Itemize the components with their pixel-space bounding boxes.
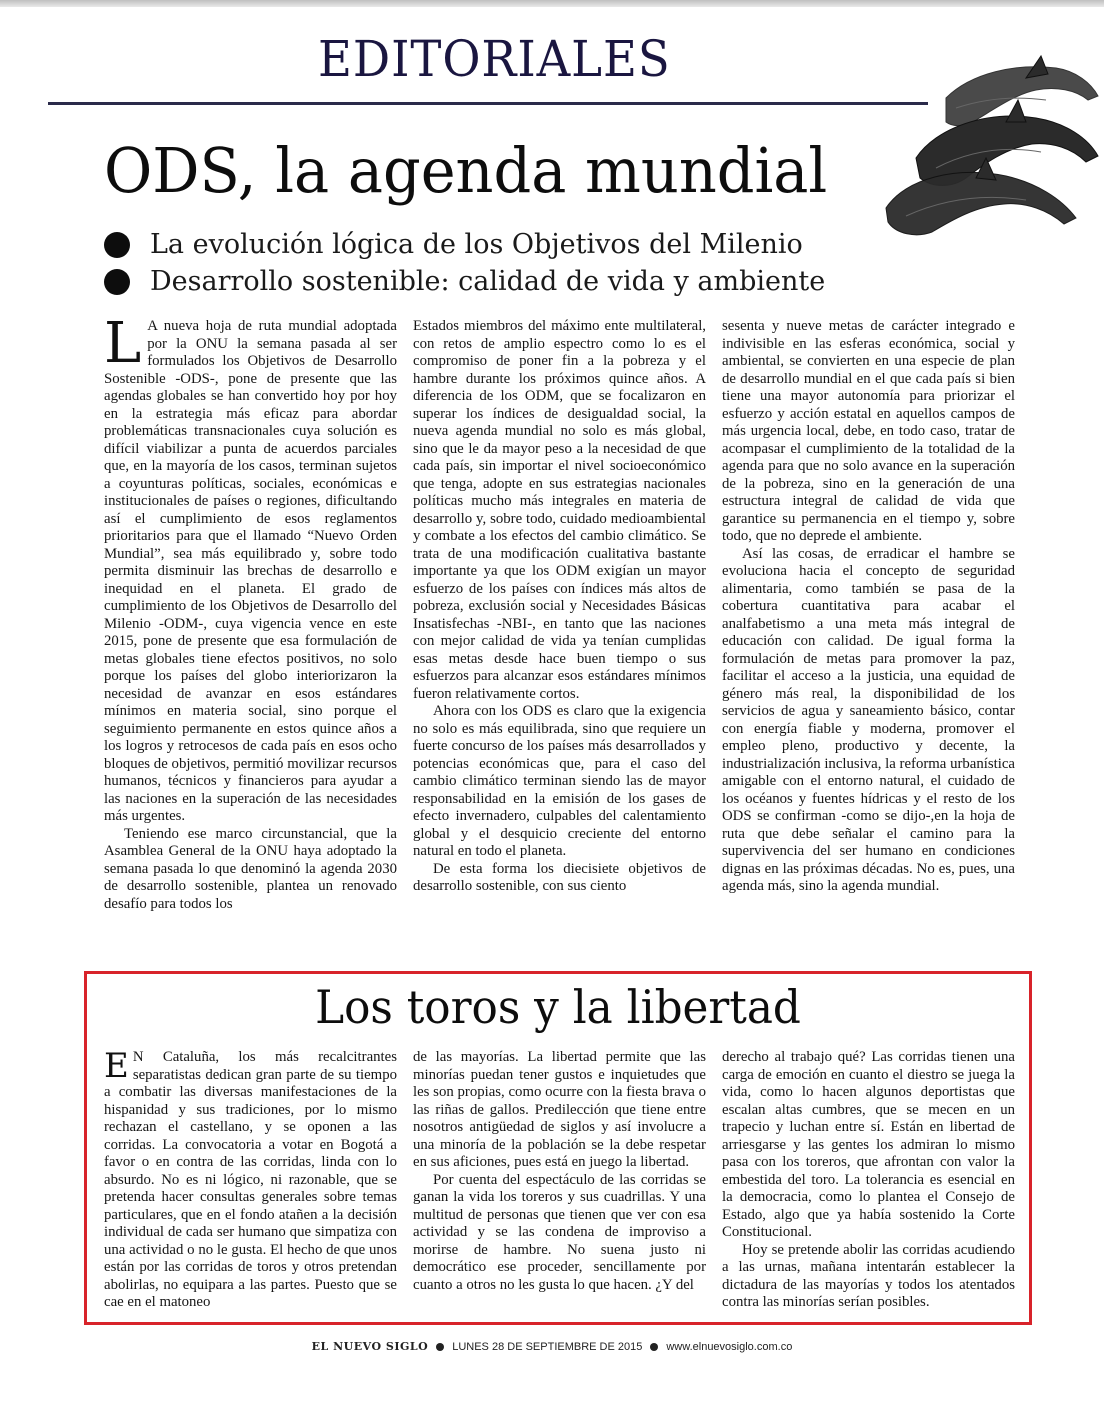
editorial-headline: ODS, la agenda mundial: [104, 134, 828, 207]
subhead-text: La evolución lógica de los Objetivos del Milenio: [150, 229, 803, 260]
editorial-column-1: [104, 318, 397, 958]
drop-cap: L: [104, 318, 142, 376]
dot-icon: [650, 1343, 658, 1351]
second-editorial-headline: Los toros y la libertad: [315, 980, 801, 1034]
masthead: EL NUEVO SIGLO: [311, 1340, 429, 1353]
second-editorial-column-1: [104, 1049, 397, 1319]
paragraph: N Cataluña, los más recalcitrantes separatistas dedican gran parte de su tiempo a combatir las diversas manifestaciones de la hispanidad y sus tradiciones, por lo mismo rechazan el castellano, y se oponen a las corridas. La convocatoria a votar en Bogotá a favor o en contra de las corridas, linda con lo absurdo. No es ni lógico, ni razonable, que se pretenda hacer consultas generales sobre temas particulares, que en el fondo atañen a la decisión individual de cada ser humano que simpatiza con una actividad o no le gusta. El hecho de que unos están por las corridas de toros y otros pretendan abolirlas, no equipara a las partes. Puesto que se cae en el matoneo: [104, 1049, 397, 1310]
paragraph: De esta forma los diecisiete objetivos de desarrollo sostenible, con sus ciento: [413, 860, 706, 894]
footer-date: LUNES 28 DE SEPTIEMBRE DE 2015: [452, 1340, 643, 1353]
paragraph: Estados miembros del máximo ente multilateral, con retos de amplio espectro como lo es el compromiso de poner fin a la pobreza y el hambre durante los próximos quince años. A diferencia de los ODM, que se focalizaron en superar los índices de desigualdad social, la nueva agenda mundial no solo es más global, sino que le da mayor peso a la necesidad de que cada país, sin importar el nivel socioeconómico que tenga, adopte en sus estrategias nacionales políticas mucho más integrales en materia de desarrollo y, sobre todo, cuidado medioambiental y combate a los efectos del cambio climático. Se trata de una modificación cualitativa bastante importante ya que los ODM exigían un mayor esfuerzo de los países con índices más altos de pobreza, exclusión social y Necesidades Básicas Insatisfechas -NBI-, en tanto que las naciones con mejor calidad de vida ya tenían cumplidas esas metas desde hace buen tiempo o sus esfuerzos para alcanzar esos estándares mínimos fueron relativamente cortos.: [413, 318, 706, 702]
paragraph: derecho al trabajo qué? Las corridas tienen una carga de emoción en cuanto el diestro se juega la vida, como lo hacen algunos deportistas que escalan altas cumbres, que se mecen en un trapecio y luchan entre sí. Están en libertad de arriesgarse y las gentes los admiran lo mismo pasa con los toreros, que afrontan con valor la embestida del toro. La tolerancia es esencial en la democracia, como lo plantea el Consejo de Estado, algo que ya había sostenido la Corte Constitucional.: [722, 1049, 1015, 1240]
editorial-column-3: [722, 318, 1015, 958]
paragraph: Teniendo ese marco circunstancial, que la Asamblea General de la ONU haya adoptado la semana pasada lo que denominó la agenda 2030 de desarrollo sostenible, plantea un renovado desafío para todos los: [104, 825, 397, 912]
paragraph: Por cuenta del espectáculo de las corridas se ganan la vida los toreros y sus cuadrillas. Y una multitud de personas que tienen que ver con esa actividad y se las condena de improviso a morirse de hambre. No suena justo ni democrático ese proceder, sencillamente por cuanto a otros no les gusta lo que hacen. ¿Y del: [413, 1171, 706, 1293]
page-footer: [0, 1340, 1104, 1353]
paragraph: sesenta y nueve metas de carácter integrado e indivisible en las esferas económica, social y ambiental, se convierten en una especie de plan de desarrollo mundial en el que cada país si bien tiene una mayor autonomía para priorizar el esfuerzo y acción estatal en aquellos campos de más urgencia local, debe, en todo caso, tratar de acompasar el cumplimiento de la totalidad de la agenda para que no solo avance en la superación de la pobreza, sino en la generación de una estructura integral de calidad de vida que garantice su permanencia en el tiempo y, sobre todo, que no deprede el ambiente.: [722, 318, 1015, 544]
bullet-icon: [104, 269, 130, 295]
bullet-icon: [104, 232, 130, 258]
paragraph: Así las cosas, de erradicar el hambre se evoluciona hacia el concepto de seguridad alimentaria, como también se pasa de la cobertura cuantitativa para acabar el analfabetismo a una meta más integral de educación con calidad. De igual forma la formulación de metas para promover la paz, facilitar el acceso a la justicia, una equidad de género más real, la disponibilidad de los servicios de agua y saneamiento básico, contar con energía fiable y moderna, promover el empleo pleno, productivo y decente, la industrialización inclusiva, la reforma urbanística amigable con el entorno natural, el cuidado de los océanos y fuentes hídricas y el resto de los ODS se confirman -como se dijo-,en la hoja de ruta que debe señalar el camino para la supervivencia del ser humano en condiciones dignas en las próximas décadas. No es, pues, una agenda más, sino la agenda mundial.: [722, 545, 1015, 894]
paragraph: Ahora con los ODS es claro que la exigencia no solo es más equilibrada, sino que requiere un fuerte concurso de los países más desarrollados y potencias económicas que, para el caso del cambio climático terminan siendo las de mayor responsabilidad en la emisión de los gases de efecto invernadero, culpables del calentamiento global y el desquicio creciente del entorno natural en todo el planeta.: [413, 703, 706, 859]
paragraph: A nueva hoja de ruta mundial adoptada por la ONU la semana pasada al ser formulados los Objetivos de Desarrollo Sostenible -ODS-, pone de presente que las agendas globales se han convertido hoy por hoy en la estrategia más eficaz para abordar problemáticas transnacionales cuya solución es difícil viabilizar a punta de acuerdos parciales que, en la mayoría de los casos, terminan sujetos a coyunturas políticas, sociales, económicas e institucionales de países o regiones, dificultando así el cumplimiento de esos reglamentos prioritarios para que el llamado “Nuevo Orden Mundial”, sea más equilibrado y, sobre todo permita disminuir las brechas de desarrollo e inequidad en el planeta. El grado de cumplimiento de los Objetivos de Desarrollo del Milenio -ODM-, cuya vigencia vence en este 2015, pone de presente que esa formulación de metas globales tiene efectos positivos, no solo porque los países del globo interiorizaron la necesidad de avanzar en esos estándares mínimos en materia social, sino porque el seguimiento permanente en estos quince años a los logros y retrocesos de cada país en esos ocho bloques de objetivos, permitió movilizar recursos humanos, técnicos y financieros para ayudar a las naciones en la superación de las necesidades más urgentes.: [104, 318, 397, 824]
section-rule: [48, 102, 928, 105]
subhead-2: [104, 263, 825, 300]
second-editorial-column-2: [413, 1049, 706, 1319]
subheads: [104, 226, 825, 300]
dot-icon: [436, 1343, 444, 1351]
section-title: EDITORIALES: [318, 30, 671, 88]
second-editorial-column-3: [722, 1049, 1015, 1319]
drop-cap: E: [104, 1049, 129, 1086]
horses-illustration: [876, 38, 1101, 238]
subhead-1: [104, 226, 825, 263]
editorial-column-2: [413, 318, 706, 958]
paragraph: de las mayorías. La libertad permite que las minorías puedan tener gustos e inquietudes que les son propias, como ocurre con la fiesta brava o las riñas de gallos. Predilección que tiene entre nosotros antigüedad de siglos y así involucre a una minoría de la población se la debe respetar en sus aficiones, pues está en juego la libertad.: [413, 1049, 706, 1170]
page-top-strip: [0, 0, 1104, 7]
footer-url[interactable]: www.elnuevosiglo.com.co: [666, 1340, 793, 1353]
paragraph: Hoy se pretende abolir las corridas acudiendo a las urnas, mañana intentarán establecer la dictadura de las mayorías y todos los atentados contra las minorías serían posibles.: [722, 1241, 1015, 1310]
subhead-text: Desarrollo sostenible: calidad de vida y ambiente: [150, 266, 826, 297]
